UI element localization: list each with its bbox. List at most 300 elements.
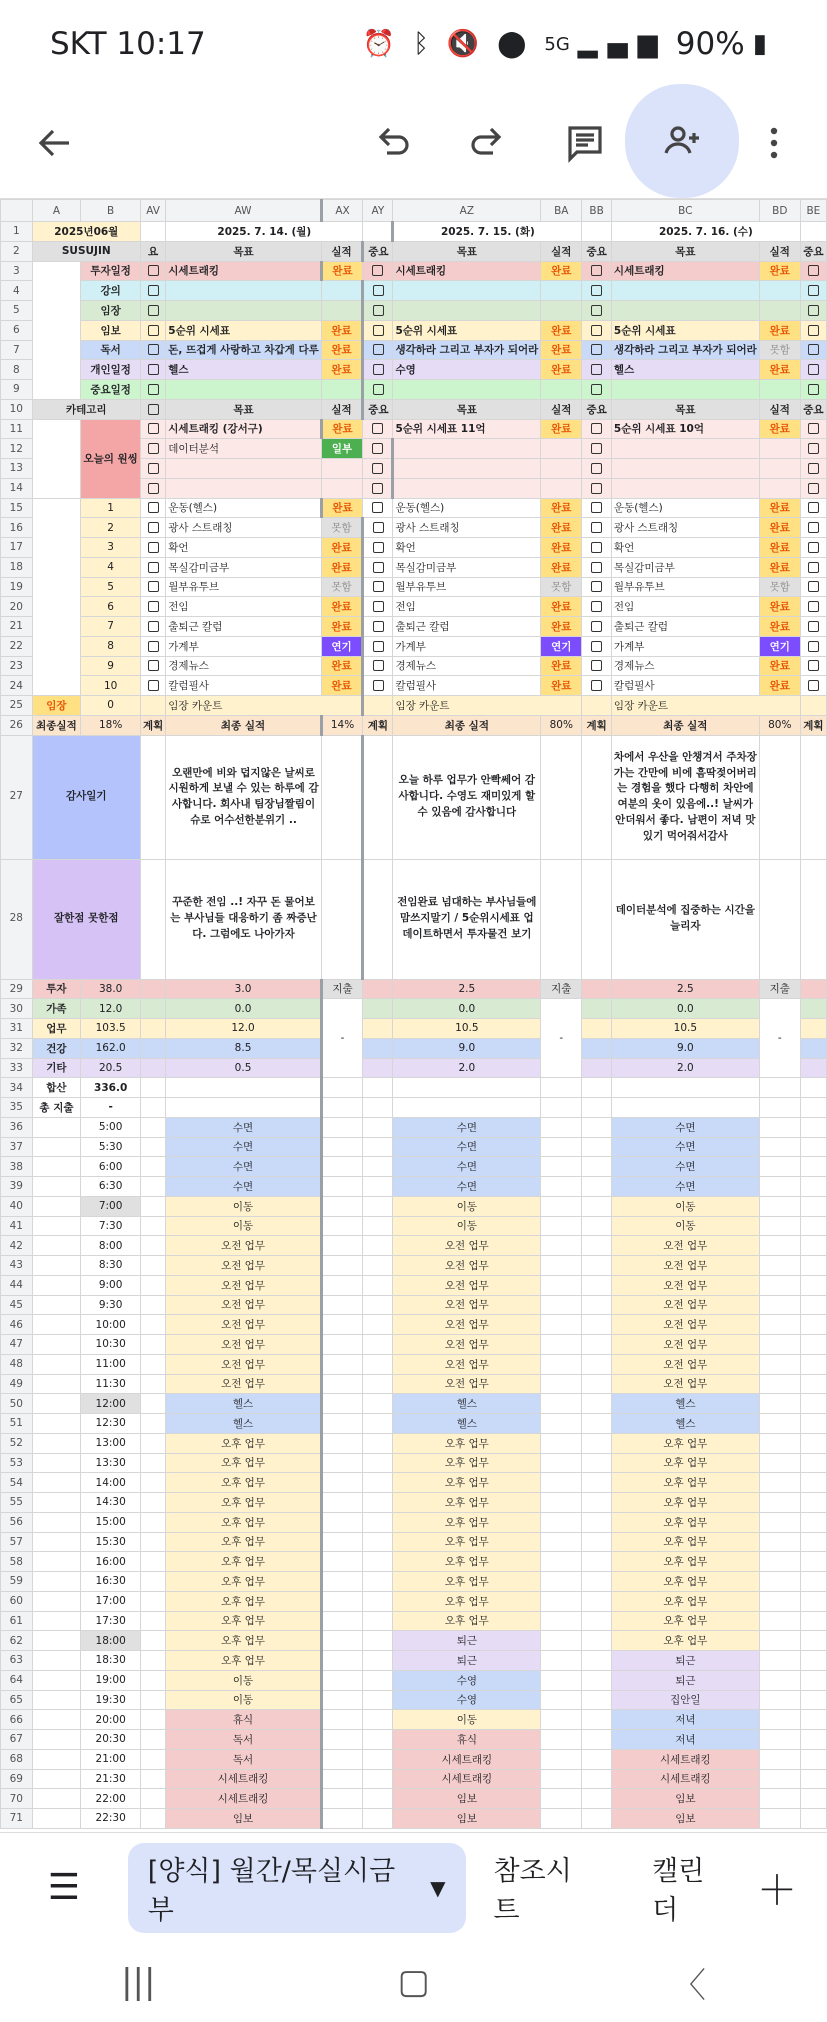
sheet-cell[interactable]	[800, 1256, 826, 1276]
sheet-cell[interactable]: 4	[81, 557, 141, 577]
sheet-cell[interactable]	[582, 1117, 612, 1137]
sheet-cell[interactable]	[759, 1512, 800, 1532]
sheet-cell[interactable]: 완료	[759, 538, 800, 558]
sheet-cell[interactable]: 9	[81, 656, 141, 676]
sheet-cell[interactable]: 11:30	[81, 1374, 141, 1394]
checkbox[interactable]	[591, 423, 602, 434]
checkbox[interactable]	[808, 384, 819, 395]
sheet-cell[interactable]: 완료	[321, 676, 363, 696]
sheet-cell[interactable]	[582, 380, 612, 400]
sheet-cell[interactable]: 목실감미금부	[166, 557, 321, 577]
sheet-cell[interactable]	[800, 1611, 826, 1631]
column-header[interactable]: AV	[140, 200, 165, 222]
sheet-cell[interactable]: 2025. 7. 14. (월)	[166, 222, 363, 242]
sheet-cell[interactable]	[759, 1572, 800, 1592]
sheet-cell[interactable]	[582, 1196, 612, 1216]
sheet-cell[interactable]	[363, 1769, 393, 1789]
sheet-cell[interactable]	[800, 1078, 826, 1098]
sheet-cell[interactable]	[32, 1177, 81, 1197]
sheet-cell[interactable]: 1	[81, 498, 141, 518]
sheet-cell[interactable]	[541, 1591, 582, 1611]
sheet-cell[interactable]	[363, 281, 393, 301]
sheet-cell[interactable]: 계획	[140, 715, 165, 735]
sheet-cell[interactable]	[541, 1374, 582, 1394]
sheet-cell[interactable]: 완료	[759, 498, 800, 518]
back-button[interactable]	[0, 88, 110, 198]
sheet-cell[interactable]	[32, 1789, 81, 1809]
sheet-cell[interactable]: 헬스	[166, 1394, 321, 1414]
sheet-cell[interactable]: 16:00	[81, 1552, 141, 1572]
sheet-cell[interactable]	[800, 1651, 826, 1671]
sheet-cell[interactable]	[32, 1710, 81, 1730]
sheet-cell[interactable]	[582, 1354, 612, 1374]
sheet-cell[interactable]: 임보	[81, 320, 141, 340]
sheet-cell[interactable]	[800, 1809, 826, 1829]
sheet-cell[interactable]	[321, 1275, 363, 1295]
sheet-cell[interactable]	[800, 636, 826, 656]
checkbox[interactable]	[373, 384, 384, 395]
checkbox[interactable]	[148, 364, 159, 375]
tab-reference-sheet[interactable]: 참조시트	[493, 1855, 572, 1926]
sheet-cell[interactable]: 꾸준한 전임 ..! 자꾸 돈 물어보는 부사님들 대응하기 좀 짜증난다. 그럼에도 나아가자	[166, 859, 321, 979]
sheet-cell[interactable]: 20.5	[81, 1058, 141, 1078]
sheet-cell[interactable]	[759, 1177, 800, 1197]
sheet-cell[interactable]	[140, 399, 165, 419]
checkbox[interactable]	[808, 265, 819, 276]
sheet-cell[interactable]	[582, 281, 612, 301]
sheet-cell[interactable]: 시세트래킹	[611, 1769, 759, 1789]
sheet-cell[interactable]	[582, 1769, 612, 1789]
sheet-cell[interactable]	[321, 1394, 363, 1414]
sheet-cell[interactable]	[363, 577, 393, 597]
sheet-cell[interactable]: 실적	[321, 241, 363, 261]
sheet-cell[interactable]	[321, 735, 363, 859]
sheet-cell[interactable]	[800, 1177, 826, 1197]
sheet-cell[interactable]: 시세트래킹	[611, 1749, 759, 1769]
sheet-cell[interactable]: 11:00	[81, 1354, 141, 1374]
sheet-cell[interactable]: 38.0	[81, 979, 141, 999]
sheet-cell[interactable]: 오랜만에 비와 덥지않은 날씨로 시원하게 보낼 수 있는 하루에 감사합니다. 회사내 팀장님짤림이슈로 어수선한분위기 ..	[166, 735, 321, 859]
sheet-cell[interactable]: 완료	[321, 360, 363, 380]
sheet-cell[interactable]	[363, 1493, 393, 1513]
column-header[interactable]: BD	[759, 200, 800, 222]
sheet-cell[interactable]: 162.0	[81, 1038, 141, 1058]
sheet-cell[interactable]: 이동	[166, 1216, 321, 1236]
sheet-cell[interactable]	[582, 1611, 612, 1631]
sheet-cell[interactable]	[363, 1256, 393, 1276]
sheet-cell[interactable]	[140, 340, 165, 360]
sheet-cell[interactable]	[321, 1078, 363, 1098]
sheet-cell[interactable]	[582, 557, 612, 577]
sheet-cell[interactable]: 실적	[321, 399, 363, 419]
sheet-cell[interactable]: 이동	[611, 1216, 759, 1236]
sheet-cell[interactable]	[800, 1414, 826, 1434]
sheet-cell[interactable]	[759, 1256, 800, 1276]
sheet-cell[interactable]	[582, 1216, 612, 1236]
sheet-cell[interactable]	[166, 1078, 321, 1098]
checkbox[interactable]	[808, 285, 819, 296]
sheet-cell[interactable]	[363, 676, 393, 696]
checkbox[interactable]	[148, 542, 159, 553]
sheet-cell[interactable]	[32, 1473, 81, 1493]
sheet-cell[interactable]: 이동	[393, 1216, 541, 1236]
sheet-cell[interactable]: 오후 업무	[393, 1512, 541, 1532]
sheet-cell[interactable]	[582, 1019, 612, 1039]
sheet-cell[interactable]: 광사 스트래칭	[611, 518, 759, 538]
sheet-cell[interactable]	[759, 1315, 800, 1335]
sheet-cell[interactable]	[800, 1196, 826, 1216]
sheet-cell[interactable]: 목표	[393, 399, 541, 419]
sheet-cell[interactable]: 가계부	[393, 636, 541, 656]
sheet-cell[interactable]	[321, 859, 363, 979]
sheet-cell[interactable]	[363, 597, 393, 617]
sheet-cell[interactable]	[140, 557, 165, 577]
sheet-cell[interactable]: 3.0	[166, 979, 321, 999]
sheet-cell[interactable]: 실적	[759, 399, 800, 419]
sheet-cell[interactable]	[759, 1809, 800, 1829]
sheet-cell[interactable]	[582, 1414, 612, 1434]
sheet-cell[interactable]	[759, 1354, 800, 1374]
sheet-cell[interactable]	[800, 1058, 826, 1078]
sheet-cell[interactable]: 목표	[166, 399, 321, 419]
sheet-cell[interactable]	[759, 1631, 800, 1651]
sheet-cell[interactable]	[759, 459, 800, 479]
sheet-cell[interactable]: 헬스	[393, 1414, 541, 1434]
checkbox[interactable]	[148, 384, 159, 395]
sheet-cell[interactable]	[759, 1789, 800, 1809]
checkbox[interactable]	[591, 463, 602, 474]
sheet-cell[interactable]	[363, 1512, 393, 1532]
sheet-cell[interactable]	[140, 1730, 165, 1750]
sheet-cell[interactable]: 시세트래킹	[611, 261, 759, 281]
sheet-cell[interactable]	[321, 1493, 363, 1513]
sheet-cell[interactable]	[582, 1157, 612, 1177]
checkbox[interactable]	[148, 443, 159, 454]
sheet-cell[interactable]: 완료	[759, 320, 800, 340]
sheet-cell[interactable]	[321, 1236, 363, 1256]
sheet-cell[interactable]: 오전 업무	[393, 1335, 541, 1355]
sheet-cell[interactable]: 계획	[363, 715, 393, 735]
sheet-cell[interactable]	[140, 1275, 165, 1295]
sheet-cell[interactable]	[582, 1394, 612, 1414]
sheet-cell[interactable]: 잘한점 못한점	[32, 859, 140, 979]
sheet-cell[interactable]	[321, 1651, 363, 1671]
sheet-cell[interactable]: 오후 업무	[393, 1473, 541, 1493]
sheet-cell[interactable]: 전임	[611, 597, 759, 617]
sheet-cell[interactable]: 업무	[32, 1019, 81, 1039]
sheet-cell[interactable]: 완료	[321, 557, 363, 577]
sheet-cell[interactable]	[541, 1354, 582, 1374]
sheet-cell[interactable]: 오후 업무	[611, 1512, 759, 1532]
sheet-cell[interactable]	[321, 1809, 363, 1829]
sheet-cell[interactable]	[321, 1512, 363, 1532]
sheet-cell[interactable]: 21:00	[81, 1749, 141, 1769]
sheet-cell[interactable]	[363, 979, 393, 999]
sheet-cell[interactable]	[32, 1137, 81, 1157]
sheet-cell[interactable]	[32, 1552, 81, 1572]
sheet-cell[interactable]	[759, 1730, 800, 1750]
sheet-cell[interactable]: 12:30	[81, 1414, 141, 1434]
sheet-cell[interactable]: 9.0	[611, 1038, 759, 1058]
sheet-cell[interactable]: 최종실적	[32, 715, 81, 735]
sheet-cell[interactable]: 오전 업무	[166, 1236, 321, 1256]
sheet-cell[interactable]	[140, 419, 165, 439]
sheet-cell[interactable]	[393, 439, 541, 459]
sheet-cell[interactable]	[363, 617, 393, 637]
sheet-cell[interactable]: 10.5	[393, 1019, 541, 1039]
sheet-cell[interactable]	[759, 1611, 800, 1631]
sheet-cell[interactable]: 투자	[32, 979, 81, 999]
checkbox[interactable]	[808, 680, 819, 691]
sheet-cell[interactable]	[541, 1078, 582, 1098]
sheet-cell[interactable]	[541, 1789, 582, 1809]
sheet-cell[interactable]: 오후 업무	[611, 1532, 759, 1552]
sheet-cell[interactable]	[582, 1730, 612, 1750]
sheet-cell[interactable]: 수면	[166, 1177, 321, 1197]
sheet-cell[interactable]: 14:00	[81, 1473, 141, 1493]
sheet-cell[interactable]	[140, 1809, 165, 1829]
sheet-cell[interactable]	[759, 1236, 800, 1256]
sheet-cell[interactable]	[321, 281, 363, 301]
sheet-cell[interactable]: 8:30	[81, 1256, 141, 1276]
sheet-cell[interactable]: 2	[81, 518, 141, 538]
checkbox[interactable]	[373, 305, 384, 316]
sheet-cell[interactable]	[541, 1433, 582, 1453]
sheet-cell[interactable]	[582, 1473, 612, 1493]
checkbox[interactable]	[808, 463, 819, 474]
sheet-cell[interactable]	[393, 1098, 541, 1118]
checkbox[interactable]	[373, 680, 384, 691]
sheet-cell[interactable]: 연기	[759, 636, 800, 656]
sheet-cell[interactable]: 18:00	[81, 1631, 141, 1651]
sheet-cell[interactable]	[582, 1493, 612, 1513]
sheet-cell[interactable]: 연기	[541, 636, 582, 656]
sheet-cell[interactable]: 0.0	[166, 999, 321, 1019]
sheet-cell[interactable]	[166, 380, 321, 400]
sheet-cell[interactable]	[759, 1078, 800, 1098]
sheet-cell[interactable]	[32, 1196, 81, 1216]
sheet-cell[interactable]: 오후 업무	[166, 1572, 321, 1592]
sheet-cell[interactable]: 카테고리	[32, 399, 140, 419]
sheet-cell[interactable]	[759, 1769, 800, 1789]
checkbox[interactable]	[808, 601, 819, 612]
sheet-cell[interactable]: 계획	[582, 715, 612, 735]
sheet-cell[interactable]: 임보	[611, 1809, 759, 1829]
sheet-cell[interactable]: 목실감미금부	[393, 557, 541, 577]
sheet-cell[interactable]: 못함	[321, 577, 363, 597]
sheet-cell[interactable]: 완료	[321, 419, 363, 439]
sheet-cell[interactable]: 9:30	[81, 1295, 141, 1315]
sheet-cell[interactable]	[140, 320, 165, 340]
sheet-cell[interactable]	[32, 1216, 81, 1236]
sheet-cell[interactable]: 18%	[81, 715, 141, 735]
sheet-cell[interactable]	[541, 1572, 582, 1592]
sheet-cell[interactable]	[541, 1137, 582, 1157]
sheet-cell[interactable]	[800, 281, 826, 301]
sheet-cell[interactable]: 완료	[541, 498, 582, 518]
sheet-cell[interactable]	[32, 1354, 81, 1374]
sheet-cell[interactable]: 건강	[32, 1038, 81, 1058]
sheet-cell[interactable]	[582, 1433, 612, 1453]
sheet-cell[interactable]	[393, 1078, 541, 1098]
sheet-cell[interactable]	[800, 1789, 826, 1809]
sheet-cell[interactable]	[363, 1453, 393, 1473]
sheet-cell[interactable]	[32, 1315, 81, 1335]
sheet-cell[interactable]: 10:00	[81, 1315, 141, 1335]
sheet-cell[interactable]: 퇴근	[393, 1651, 541, 1671]
sheet-cell[interactable]	[140, 676, 165, 696]
sheet-cell[interactable]: 0.0	[611, 999, 759, 1019]
sheet-cell[interactable]: 저녁	[611, 1710, 759, 1730]
sheet-cell[interactable]	[582, 1809, 612, 1829]
sheet-cell[interactable]	[582, 656, 612, 676]
sheet-cell[interactable]: 14%	[321, 715, 363, 735]
sheet-cell[interactable]: 0.5	[166, 1058, 321, 1078]
sheet-cell[interactable]: 22:30	[81, 1809, 141, 1829]
sheet-cell[interactable]: 완료	[759, 518, 800, 538]
sheet-cell[interactable]	[759, 1295, 800, 1315]
sheet-cell[interactable]: 2025. 7. 15. (화)	[393, 222, 582, 242]
sheet-cell[interactable]	[321, 1710, 363, 1730]
sheet-cell[interactable]	[140, 1512, 165, 1532]
sheet-cell[interactable]: 22:00	[81, 1789, 141, 1809]
sheet-cell[interactable]	[611, 301, 759, 321]
checkbox[interactable]	[373, 522, 384, 533]
sheet-cell[interactable]: 오전 업무	[611, 1275, 759, 1295]
sheet-cell[interactable]	[363, 1749, 393, 1769]
sheet-cell[interactable]	[140, 1236, 165, 1256]
sheet-cell[interactable]	[759, 1117, 800, 1137]
sheet-cell[interactable]: 칼럼필사	[611, 676, 759, 696]
checkbox[interactable]	[808, 621, 819, 632]
sheet-cell[interactable]	[541, 1730, 582, 1750]
sheet-cell[interactable]	[363, 1354, 393, 1374]
sheet-cell[interactable]	[541, 1769, 582, 1789]
sheet-cell[interactable]: 오후 업무	[166, 1631, 321, 1651]
sheet-cell[interactable]	[140, 1611, 165, 1631]
sheet-cell[interactable]	[541, 1651, 582, 1671]
sheet-cell[interactable]: 출퇴근 칼럼	[611, 617, 759, 637]
sheet-cell[interactable]: -	[321, 999, 363, 1078]
sheet-cell[interactable]: 전임완료 넘대하는 부사님들에 맘쓰지말기 / 5순위시세표 업데이트하면서 투자물건 보기	[393, 859, 541, 979]
checkbox[interactable]	[372, 502, 383, 513]
sheet-cell[interactable]	[582, 478, 612, 498]
sheet-cell[interactable]	[140, 1216, 165, 1236]
checkbox[interactable]	[148, 522, 159, 533]
sheet-cell[interactable]: 이동	[166, 1670, 321, 1690]
sheet-cell[interactable]	[363, 1098, 393, 1118]
sheet-cell[interactable]: 오후 업무	[611, 1473, 759, 1493]
sheet-cell[interactable]	[800, 557, 826, 577]
sheet-cell[interactable]	[800, 459, 826, 479]
add-sheet-button[interactable]: ＋	[757, 1868, 798, 1914]
sheet-cell[interactable]	[140, 1591, 165, 1611]
sheet-cell[interactable]	[140, 1315, 165, 1335]
sheet-cell[interactable]	[166, 459, 321, 479]
sheet-cell[interactable]: 집안일	[611, 1690, 759, 1710]
sheet-cell[interactable]: 시세트래킹	[166, 1769, 321, 1789]
sheet-cell[interactable]: 칼럼필사	[393, 676, 541, 696]
sheet-cell[interactable]: 목표	[611, 241, 759, 261]
sheet-cell[interactable]	[363, 380, 393, 400]
sheet-cell[interactable]	[800, 1216, 826, 1236]
sheet-cell[interactable]	[321, 1749, 363, 1769]
sheet-cell[interactable]: 총 지출	[32, 1098, 81, 1118]
checkbox[interactable]	[591, 443, 602, 454]
home-icon[interactable]: ▢	[397, 1962, 430, 2002]
sheet-cell[interactable]	[321, 1098, 363, 1118]
sheet-cell[interactable]	[800, 439, 826, 459]
sheet-cell[interactable]: 완료	[759, 676, 800, 696]
sheet-cell[interactable]	[800, 478, 826, 498]
sheet-cell[interactable]	[140, 859, 165, 979]
sheet-cell[interactable]	[140, 1493, 165, 1513]
sheet-cell[interactable]	[541, 1295, 582, 1315]
sheet-cell[interactable]: 헬스	[393, 1394, 541, 1414]
sheet-cell[interactable]	[582, 1256, 612, 1276]
sheet-cell[interactable]	[363, 1631, 393, 1651]
sheet-cell[interactable]	[321, 459, 363, 479]
sheet-cell[interactable]: 완료	[541, 419, 582, 439]
sheet-cell[interactable]	[32, 1335, 81, 1355]
sheet-cell[interactable]	[363, 222, 393, 242]
sheet-cell[interactable]: 오후 업무	[611, 1611, 759, 1631]
checkbox[interactable]	[373, 641, 384, 652]
checkbox[interactable]	[373, 660, 384, 671]
sheet-cell[interactable]	[582, 577, 612, 597]
sheet-cell[interactable]	[140, 1335, 165, 1355]
sheet-cell[interactable]	[582, 1315, 612, 1335]
sheet-cell[interactable]: 수면	[393, 1117, 541, 1137]
sheet-cell[interactable]: 오후 업무	[393, 1611, 541, 1631]
sheet-cell[interactable]: 2.0	[611, 1058, 759, 1078]
sheet-cell[interactable]	[800, 360, 826, 380]
sheet-cell[interactable]	[321, 1453, 363, 1473]
sheet-cell[interactable]	[582, 1295, 612, 1315]
sheet-cell[interactable]: 목표	[611, 399, 759, 419]
sheet-cell[interactable]	[32, 1236, 81, 1256]
checkbox[interactable]	[808, 581, 819, 592]
sheet-cell[interactable]	[321, 478, 363, 498]
checkbox[interactable]	[591, 344, 602, 355]
sheet-cell[interactable]	[321, 301, 363, 321]
sheet-cell[interactable]	[363, 1216, 393, 1236]
sheet-cell[interactable]	[363, 999, 393, 1019]
sheet-cell[interactable]	[582, 1631, 612, 1651]
sheet-cell[interactable]: 임장	[81, 301, 141, 321]
sheet-cell[interactable]	[363, 340, 393, 360]
checkbox[interactable]	[148, 325, 159, 336]
sheet-cell[interactable]: 6:30	[81, 1177, 141, 1197]
column-header[interactable]: BE	[800, 200, 826, 222]
sheet-cell[interactable]	[800, 1038, 826, 1058]
checkbox[interactable]	[591, 581, 602, 592]
sheet-cell[interactable]	[363, 1295, 393, 1315]
sheet-cell[interactable]	[582, 1177, 612, 1197]
sheet-cell[interactable]	[32, 498, 81, 696]
sheet-cell[interactable]	[800, 1749, 826, 1769]
sheet-cell[interactable]: 수면	[393, 1177, 541, 1197]
sheet-cell[interactable]: 완료	[321, 538, 363, 558]
sheet-cell[interactable]	[800, 1453, 826, 1473]
sheet-cell[interactable]	[582, 1749, 612, 1769]
checkbox[interactable]	[591, 265, 602, 276]
sheet-cell[interactable]	[363, 1789, 393, 1809]
sheet-cell[interactable]: 헬스	[166, 360, 321, 380]
sheet-cell[interactable]: 중요	[363, 399, 393, 419]
sheet-cell[interactable]	[32, 1572, 81, 1592]
sheet-cell[interactable]: 퇴근	[611, 1670, 759, 1690]
